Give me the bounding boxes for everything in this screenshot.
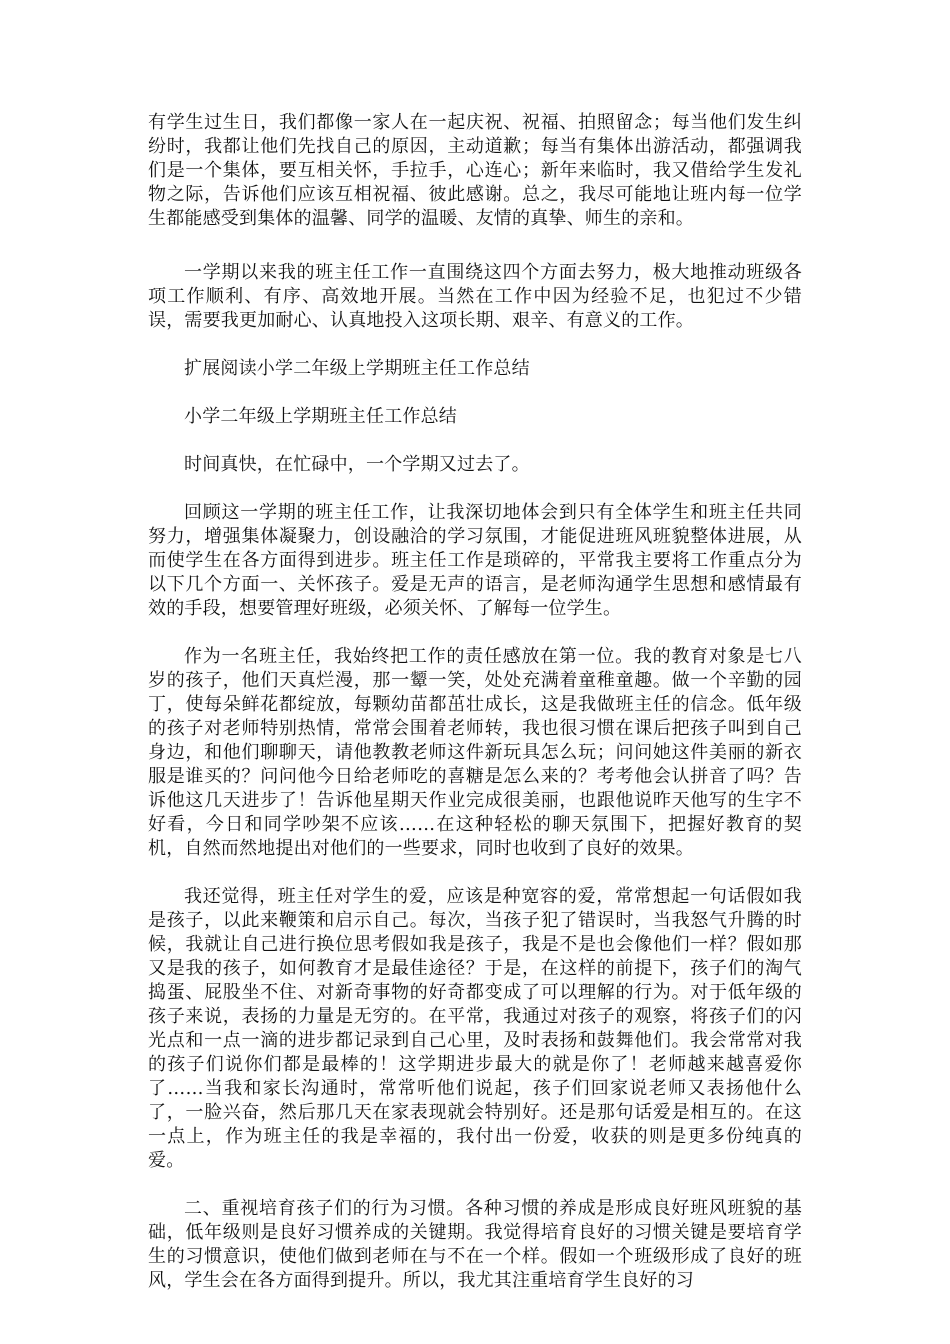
paragraph-3: 时间真快，在忙碌中，一个学期又过去了。 [184, 454, 530, 475]
paragraph-1: 有学生过生日，我们都像一家人在一起庆祝、祝福、拍照留念；每当他们发生纠纷时，我都让他们先找自己的原因，主动道歉；每当有集体出游活动，都强调我们是一个集体，要互相关怀，手拉手，心连心；新年来临时，我又借给学生发礼物之际，告诉他们应该互相祝福、彼此感谢。总之，我尽可能地让班内每一位学生都能感受到集体的温馨、同学的温暖、友情的真挚、师生的亲和。 [148, 112, 802, 229]
paragraph-6: 我还觉得，班主任对学生的爱，应该是种宽容的爱，常常想起一句话假如我是孩子，以此来鞭策和启示自己。每次，当孩子犯了错误时，当我怒气升腾的时候，我就让自己进行换位思考假如我是孩子，我是不是也会像他们一样？假如那又是我的孩子，如何教育才是最佳途径？于是，在这样的前提下，孩子们的淘气捣蛋、屁股坐不住、对新奇事物的好奇都变成了可以理解的行为。对于低年级的孩子来说，表扬的力量是无穷的。在平常，我通过对孩子的观察，将孩子们的闪光点和一点一滴的进步都记录到自己心里，及时表扬和鼓舞他们。我会常常对我的孩子们说你们都是最棒的！这学期进步最大的就是你了！老师越来越喜爱你了……当我和家长沟通时，常常听他们说起，孩子们回家说老师又表扬他什么了，一脸兴奋，然后那几天在家表现就会特别好。还是那句话爱是相互的。在这一点上，作为班主任的我是幸福的，我付出一份爱，收获的则是更多份纯真的爱。 [148, 886, 802, 1171]
paragraph-4: 回顾这一学期的班主任工作，让我深切地体会到只有全体学生和班主任共同努力，增强集体凝聚力，创设融洽的学习氛围，才能促进班风班貌整体进展，从而使学生在各方面得到进步。班主任工作是琐碎的，平常我主要将工作重点分为以下几个方面一、关怀孩子。爱是无声的语言，是老师沟通学生思想和感情最有效的手段，想要管理好班级，必须关怀、了解每一位学生。 [148, 502, 802, 619]
paragraph-5: 作为一名班主任，我始终把工作的责任感放在第一位。我的教育对象是七八岁的孩子，他们天真烂漫，那一颦一笑，处处充满着童稚童趣。做一个辛勤的园丁，使每朵鲜花都绽放，每颗幼苗都茁壮成长，这是我做班主任的信念。低年级的孩子对老师特别热情，常常会围着老师转，我也很习惯在课后把孩子叫到自己身边，和他们聊聊天，请他教教老师这件新玩具怎么玩；问问她这件美丽的新衣服是谁买的？问问他今日给老师吃的喜糖是怎么来的？考考他会认拼音了吗？告诉他这几天进步了！告诉他星期天作业完成很美丽，也跟他说昨天他写的生字不好看，今日和同学吵架不应该……在这种轻松的聊天氛围下，把握好教育的契机，自然而然地提出对他们的一些要求，同时也收到了良好的效果。 [148, 646, 802, 859]
paragraph-2: 一学期以来我的班主任工作一直围绕这四个方面去努力，极大地推动班级各项工作顺利、有序、高效地开展。当然在工作中因为经验不足，也犯过不少错误，需要我更加耐心、认真地投入这项长期、艰辛、有意义的工作。 [148, 262, 802, 331]
extended-reading-heading: 扩展阅读小学二年级上学期班主任工作总结 [184, 358, 530, 379]
paragraph-7: 二、重视培育孩子们的行为习惯。各种习惯的养成是形成良好班风班貌的基础，低年级则是良好习惯养成的关键期。我觉得培育良好的习惯关键是要培育学生的习惯意识，使他们做到老师在与不在一个样。假如一个班级形成了良好的班风，学生会在各方面得到提升。所以，我尤其注重培育学生良好的习 [148, 1198, 802, 1291]
article-title: 小学二年级上学期班主任工作总结 [184, 406, 457, 427]
